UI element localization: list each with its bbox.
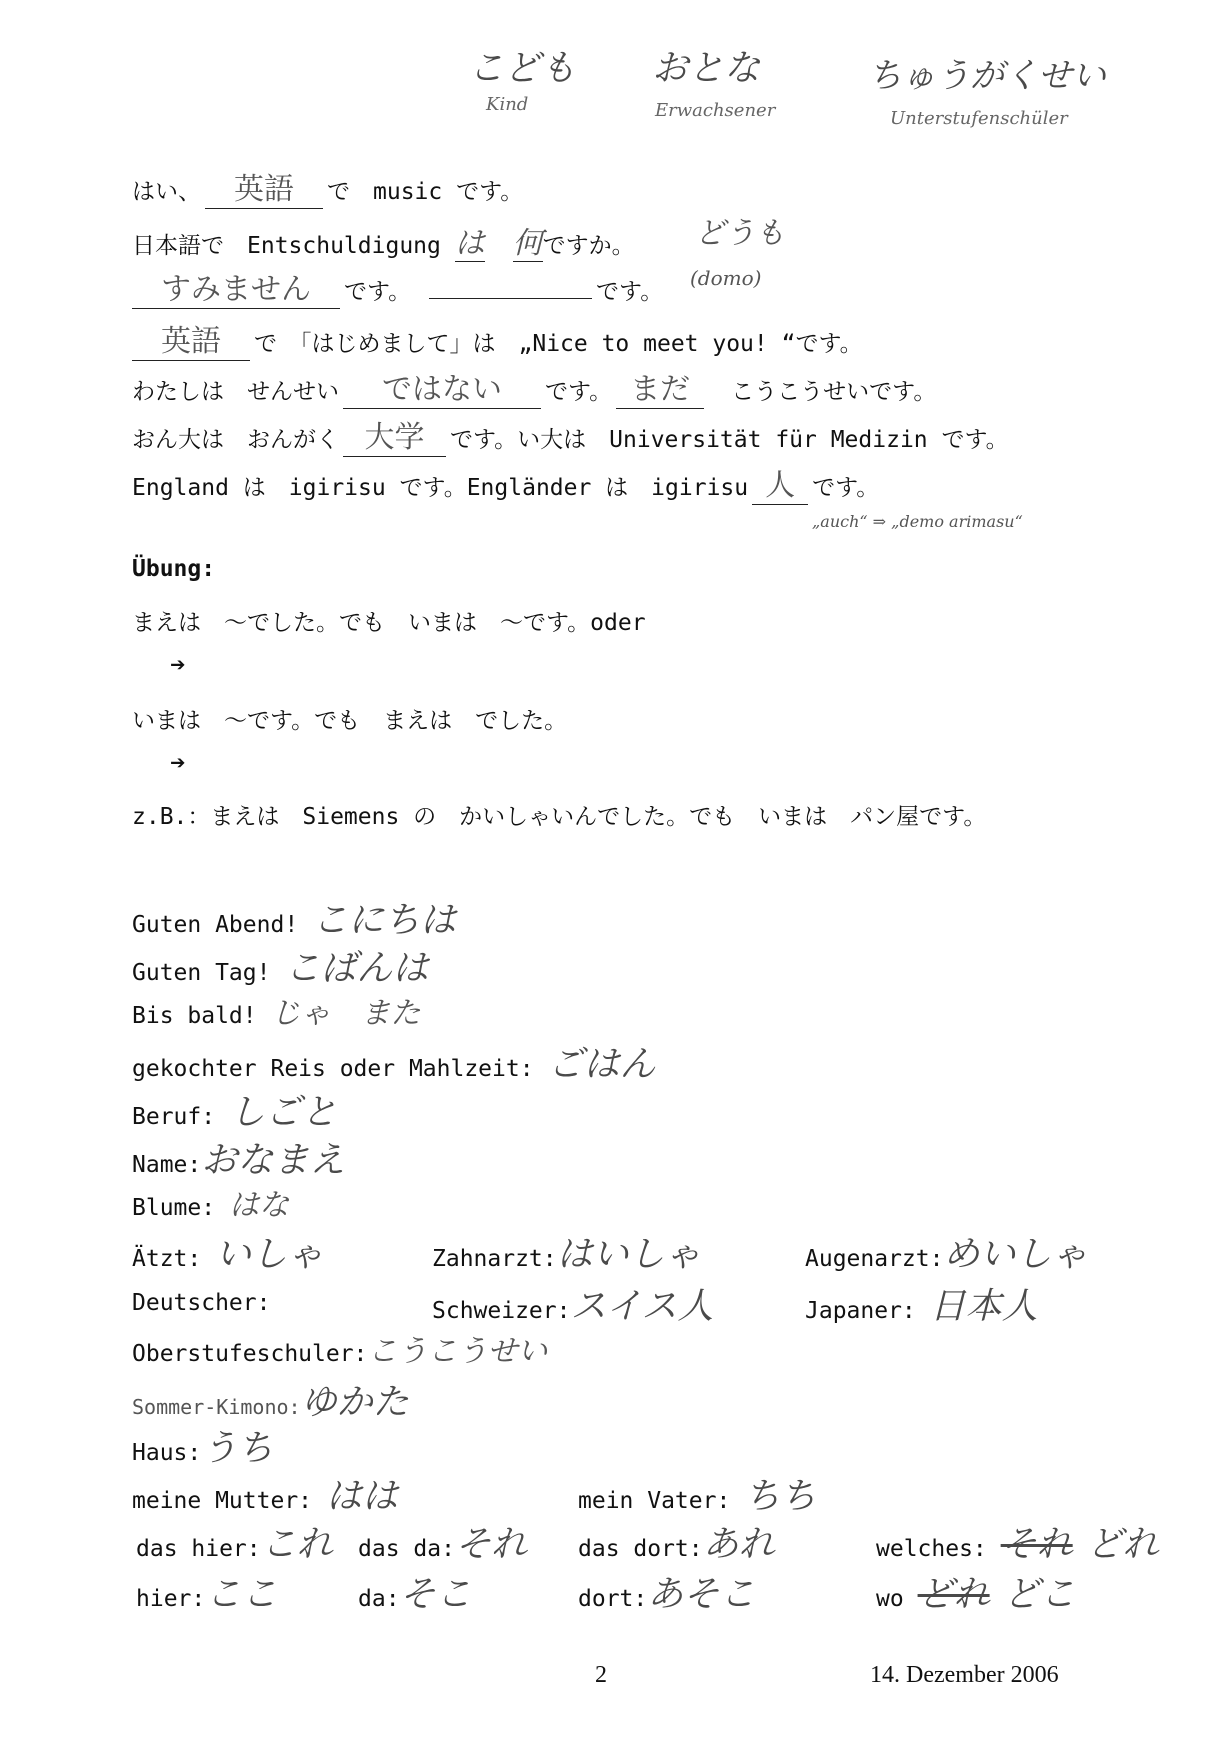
vocab-item	[578, 1516, 775, 1567]
vocab-jp-handwritten: あそこ	[647, 1574, 756, 1615]
vocab-item	[805, 1278, 1038, 1329]
header-gloss-erwachsener: Erwachsener	[655, 100, 776, 121]
sentence-text: で 「はじめまして」は „Nice to meet you! “です。	[254, 331, 863, 357]
vocab-de: das da:	[358, 1536, 455, 1562]
crossed-out-answer: それ	[1000, 1524, 1073, 1565]
vocab-de: Augenarzt:	[805, 1246, 944, 1272]
vocab-item	[578, 1566, 755, 1617]
vocab-jp-handwritten: どれ	[1086, 1524, 1159, 1565]
vocab-item	[358, 1516, 527, 1567]
vocab-jp-handwritten: しごと	[228, 1092, 337, 1133]
handwritten-answer: すみません	[161, 272, 311, 307]
sentence-text: England は igirisu です。Engländer は igirisu	[132, 475, 749, 501]
vocab-jp-handwritten: こうこうせい	[367, 1334, 548, 1369]
vocab-item	[132, 1326, 547, 1370]
sentence-text: です。	[344, 279, 412, 305]
fill-blank	[132, 316, 250, 361]
vocab-de: Sommer-Kimono:	[132, 1395, 301, 1419]
vocab-de: Japaner:	[805, 1298, 916, 1324]
sentence-text: こうこうせいです。	[708, 379, 937, 405]
vocab-item	[132, 892, 456, 943]
vocab-jp-handwritten: はは	[325, 1476, 398, 1517]
vocab-de: meine Mutter:	[132, 1488, 313, 1514]
vocab-jp-handwritten: どこ	[1003, 1574, 1076, 1615]
vocab-de: Guten Abend!	[132, 912, 299, 938]
vocab-jp-handwritten: はいしゃ	[556, 1234, 701, 1275]
vocab-de: das hier:	[136, 1536, 261, 1562]
handwritten-answer: は	[454, 226, 485, 261]
handwritten-answer: 何	[512, 226, 543, 261]
sentence-text: です。い大は Universität für Medizin です。	[450, 427, 1009, 453]
vocab-jp-handwritten: 日本人	[929, 1286, 1038, 1327]
vocab-jp-handwritten: ゆかた	[300, 1382, 409, 1423]
sentence-4	[132, 316, 863, 361]
sentence-1	[132, 164, 523, 209]
sentence-2	[132, 218, 635, 262]
side-note-doumo: どうも	[695, 216, 785, 251]
sentence-text: 日本語で Entschuldigung	[132, 233, 441, 259]
sentence-7	[132, 460, 879, 505]
page-number: 2	[595, 1662, 607, 1688]
vocab-item	[132, 940, 428, 991]
vocab-de: Zahnarzt:	[432, 1246, 557, 1272]
handwritten-answer: 英語	[161, 324, 221, 359]
uebung-example: z.B.：まえは Siemens の かいしゃいんでした。でも いまは パン屋です。	[132, 804, 987, 830]
handwritten-answer: 人	[765, 468, 796, 503]
vocab-jp-handwritten: はな	[228, 1188, 289, 1223]
sentence-3	[132, 264, 663, 309]
header-gloss-kind: Kind	[486, 94, 529, 115]
handwritten-answer: まだ	[630, 372, 691, 407]
sentence-text: です。	[596, 279, 664, 305]
vocab-de: dort:	[578, 1586, 648, 1612]
vocab-de: Guten Tag!	[132, 960, 271, 986]
vocab-item	[578, 1468, 816, 1519]
vocab-jp-handwritten: スイス人	[570, 1286, 714, 1327]
vocab-jp-handwritten: そこ	[399, 1574, 472, 1615]
vocab-item	[132, 1468, 398, 1519]
vocab-item	[132, 1374, 409, 1425]
vocab-jp-handwritten: ごはん	[547, 1044, 656, 1085]
vocab-item	[136, 1516, 333, 1567]
note-auch-demo: „auch“ ⇒ „demo arimasu“	[812, 512, 1023, 531]
vocab-de: Bis bald!	[132, 1003, 257, 1029]
vocab-jp-handwritten: ちち	[744, 1476, 817, 1517]
vocab-jp-handwritten: これ	[260, 1524, 333, 1565]
fill-blank	[752, 460, 808, 505]
vocab-jp-handwritten: ここ	[205, 1574, 278, 1615]
footer-date: 14. Dezember 2006	[870, 1662, 1059, 1688]
sentence-5	[132, 364, 936, 409]
vocab-de: wo	[876, 1586, 904, 1612]
vocab-de: gekochter Reis oder Mahlzeit:	[132, 1056, 534, 1082]
vocab-item	[432, 1226, 701, 1277]
fill-blank	[343, 364, 541, 409]
sentence-text: ですか。	[542, 233, 635, 259]
vocab-jp-handwritten: いしゃ	[215, 1234, 324, 1275]
sentence-text: わたしは せんせい	[132, 379, 339, 405]
header-word-chugakusei: ちゅうがくせい	[868, 56, 1106, 96]
vocab-de: welches:	[876, 1536, 987, 1562]
vocab-item	[432, 1278, 713, 1329]
vocab-jp-handwritten: こばんは	[284, 948, 429, 989]
handwritten-answer: 英語	[234, 172, 294, 207]
vocab-item	[132, 1132, 345, 1183]
arrow-icon: ➔	[170, 650, 186, 680]
vocab-jp-handwritten: おなまえ	[201, 1140, 346, 1181]
vocab-jp-handwritten: じゃ また	[270, 996, 421, 1031]
fill-blank	[132, 264, 340, 309]
side-note-domo: (domo)	[690, 266, 762, 290]
vocab-de: mein Vater:	[578, 1488, 731, 1514]
header-word-otona: おとな	[652, 48, 761, 89]
handwritten-answer: 大学	[364, 420, 425, 455]
vocab-jp-handwritten: めいしゃ	[943, 1234, 1088, 1275]
header-gloss-unterstufenschueler: Unterstufenschüler	[890, 108, 1068, 129]
vocab-item	[132, 988, 420, 1032]
vocab-jp-handwritten: あれ	[702, 1524, 775, 1565]
vocab-de: Blume:	[132, 1195, 216, 1221]
vocab-de: das dort:	[578, 1536, 703, 1562]
sentence-text: です。	[812, 475, 880, 501]
vocab-de: Deutscher:	[132, 1290, 271, 1316]
vocab-item	[876, 1516, 1159, 1567]
vocab-de: Haus:	[132, 1440, 202, 1466]
vocab-item	[132, 1036, 655, 1087]
sentence-6	[132, 412, 1009, 457]
vocab-jp-handwritten: うち	[201, 1428, 274, 1469]
vocab-de: Ätzt:	[132, 1246, 202, 1272]
vocab-item	[876, 1566, 1075, 1617]
vocab-de: Schweizer:	[432, 1298, 571, 1324]
vocab-de: hier:	[136, 1586, 206, 1612]
sentence-text: で music です。	[327, 179, 524, 205]
vocab-item	[805, 1226, 1088, 1277]
fill-blank	[343, 412, 446, 457]
uebung-line-1: まえは ～でした。でも いまは ～です。oder	[132, 610, 646, 636]
sentence-text: おん大は おんがく	[132, 427, 339, 453]
vocab-item	[136, 1566, 277, 1617]
uebung-line-2: いまは ～です。でも まえは でした。	[132, 708, 568, 734]
fill-blank-empty	[429, 298, 592, 299]
sentence-text: です。	[545, 379, 613, 405]
fill-blank	[205, 164, 323, 209]
arrow-icon: ➔	[170, 748, 186, 778]
vocab-item	[132, 1420, 273, 1471]
vocab-item	[132, 1226, 323, 1277]
vocab-de: Oberstufeschuler:	[132, 1341, 368, 1367]
uebung-title: Übung:	[132, 556, 216, 582]
vocab-jp-handwritten: こにちは	[312, 900, 457, 941]
sentence-text: はい、	[132, 179, 201, 205]
vocab-item	[132, 1180, 289, 1224]
vocab-de: Name:	[132, 1152, 202, 1178]
fill-blank	[616, 364, 704, 409]
vocab-jp-handwritten: それ	[454, 1524, 527, 1565]
handwritten-answer: ではない	[382, 372, 502, 407]
header-word-kodomo: こども	[468, 48, 577, 89]
vocab-item	[132, 1084, 337, 1135]
vocab-de: Beruf:	[132, 1104, 216, 1130]
crossed-out-answer: どれ	[917, 1574, 990, 1615]
vocab-item	[132, 1278, 270, 1319]
vocab-item	[358, 1566, 472, 1617]
vocab-de: da:	[358, 1586, 400, 1612]
